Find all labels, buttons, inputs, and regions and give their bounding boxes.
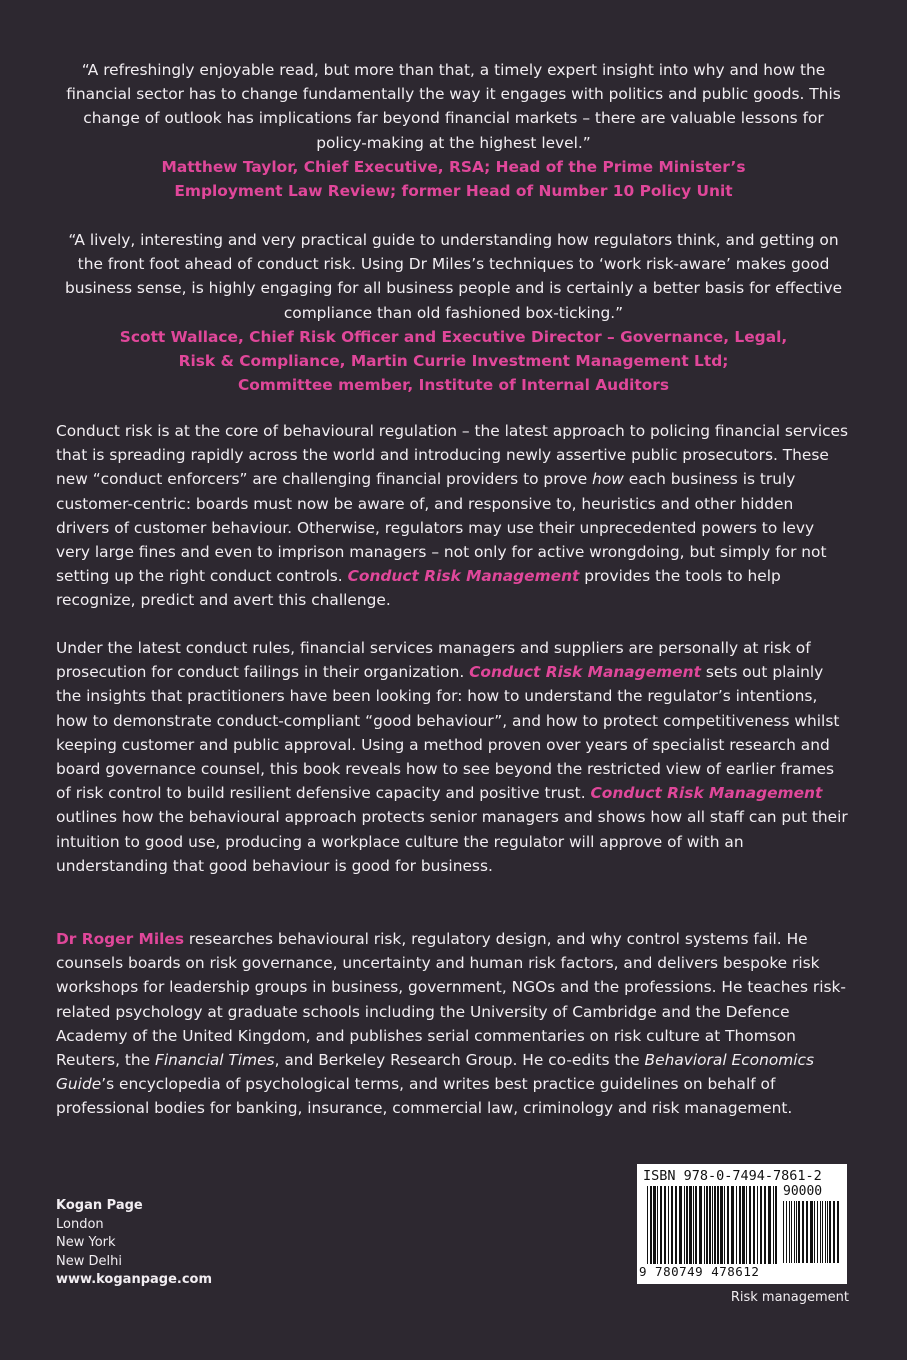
barcode-bar (827, 1201, 828, 1263)
barcode-bar (746, 1186, 747, 1264)
barcode-bar (817, 1201, 818, 1263)
text-run: researches behavioural risk, regulatory design, and why control systems fail. He counsels boards on risk governance, uncertainty and human risk factors, and delivers bespoke risk workshops for leadership groups in business, government, NGOs and the professions. He teaches risk-related psychology at graduate schools including the University of Cambridge and the Defence Academy of the United Kingdom, and publishes serial commentaries on risk culture at Thomson Reuters, the (56, 930, 846, 1070)
barcode-bar (802, 1201, 804, 1263)
barcode-bar (731, 1186, 734, 1264)
barcode-bar (829, 1201, 831, 1263)
barcode-bar (739, 1186, 741, 1264)
emphasis-text: how (592, 470, 624, 489)
barcode-bar (693, 1186, 694, 1264)
barcode-bar (736, 1186, 737, 1264)
barcode-bar (679, 1186, 682, 1264)
barcode-bar (704, 1186, 705, 1264)
text-run: each business is truly customer-centric: boards must now be aware of, and responsive to, heuristics and other hidden drivers of customer behaviour. Otherwise, regulators may use their unprecedented powers to levy very large fines and even to imprison managers – not only for active wrongdoing, but simply for not setting up the right conduct controls. (56, 470, 827, 586)
barcode-bar (775, 1186, 777, 1264)
barcode-bar (791, 1201, 792, 1263)
barcode-bar (689, 1186, 692, 1264)
addon-barcode-bars (783, 1201, 841, 1263)
barcode-bar (783, 1201, 784, 1263)
text-run: Conduct risk is at the core of behavioural regulation – the latest approach to policing financial services that is spreading rapidly across the world and introducing newly assertive public prosecutors. These new “conduct enforcers” are challenging financial providers to prove (56, 422, 849, 489)
barcode-bar (814, 1201, 815, 1263)
barcode-bar (709, 1186, 711, 1264)
attribution-line: Risk & Compliance, Martin Currie Investment Management Ltd; (178, 352, 729, 371)
barcode-bar (717, 1186, 719, 1264)
publication-name: Financial Times (155, 1051, 275, 1070)
text-run: ’s encyclopedia of psychological terms, and writes best practice guidelines on behalf of professional bodies for banking, insurance, commercial law, criminology and risk management. (56, 1075, 793, 1118)
barcode-bar (753, 1186, 755, 1264)
subject-category: Risk management (730, 1290, 849, 1305)
barcode-bar (768, 1186, 771, 1264)
attribution-line: Employment Law Review; former Head of Number 10 Policy Unit (174, 182, 733, 201)
barcode-bar (657, 1186, 658, 1264)
barcode-bar (822, 1201, 823, 1263)
text-run: provides the tools to help recognize, predict and avert this challenge. (56, 567, 781, 610)
barcode-bar (650, 1186, 652, 1264)
barcode-bar (798, 1201, 800, 1263)
isbn-label: ISBN 978-0-7494-7861-2 (643, 1168, 822, 1184)
barcode-bar (684, 1186, 685, 1264)
barcode-bar (664, 1186, 666, 1264)
quote-attribution (56, 325, 851, 398)
description-paragraph-2 (56, 636, 851, 878)
barcode-bar (720, 1186, 723, 1264)
barcode-digits: 9 780749 478612 (639, 1264, 760, 1279)
attribution-line: Scott Wallace, Chief Risk Officer and Executive Director – Governance, Legal, (119, 327, 788, 346)
barcode-bar (695, 1186, 697, 1264)
publisher-city: London (56, 1216, 104, 1232)
publication-name: Behavioral Economics Guide (56, 1051, 815, 1094)
barcode-bar (796, 1201, 797, 1263)
attribution-line: Matthew Taylor, Chief Executive, RSA; Head of the Prime Minister’s (161, 157, 746, 176)
barcode-bar (825, 1201, 826, 1263)
barcode-bar (653, 1186, 656, 1264)
barcode-bar (794, 1201, 795, 1263)
barcode-bar (686, 1186, 688, 1264)
barcode-bar (742, 1186, 745, 1264)
isbn-barcode (637, 1164, 847, 1284)
publisher-block (56, 1197, 212, 1290)
barcode-bar (786, 1201, 787, 1263)
barcode-bar (837, 1201, 839, 1263)
publisher-city: New Delhi (56, 1253, 122, 1269)
author-bio (56, 927, 851, 1121)
barcode-bar (810, 1201, 813, 1263)
addon-code: 90000 (783, 1184, 823, 1199)
endorsement-quote-2 (56, 228, 851, 397)
barcode-bars (647, 1186, 779, 1264)
text-run: , and Berkeley Research Group. He co-edits the (274, 1051, 645, 1070)
publisher-city: New York (56, 1235, 116, 1250)
barcode-bar (668, 1186, 669, 1264)
quote-text: “A lively, interesting and very practical guide to understanding how regulators think, and getting on the front foot ahead of conduct risk. Using Dr Miles’s techniques to ‘work risk-aware’ makes good business sense, is highly engaging for all business people and is certainly a better basis for effective compliance than old fashioned box-ticking.” (64, 231, 843, 322)
barcode-bar (724, 1186, 725, 1264)
barcode-bar (712, 1186, 713, 1264)
barcode-bar (699, 1186, 702, 1264)
book-title: Conduct Risk Management (347, 567, 580, 586)
attribution-line: Committee member, Institute of Internal Auditors (237, 376, 670, 395)
publisher-name: Kogan Page (56, 1198, 143, 1213)
barcode-bar (706, 1186, 708, 1264)
description-paragraph-1 (56, 419, 851, 613)
publisher-website: www.koganpage.com (56, 1272, 213, 1287)
barcode-bar (760, 1186, 762, 1264)
barcode-bar (820, 1201, 821, 1263)
barcode-bar (833, 1201, 835, 1263)
book-title: Conduct Risk Management (469, 663, 701, 682)
author-name: Dr Roger Miles (56, 930, 185, 948)
barcode-bar (764, 1186, 766, 1264)
barcode-bar (714, 1186, 716, 1264)
barcode-bar (757, 1186, 758, 1264)
barcode-bar (749, 1186, 751, 1264)
quote-text: “A refreshingly enjoyable read, but more than that, a timely expert insight into why and how the financial sector has to change fundamentally the way it engages with politics and public goods. This change of outlook has implications far beyond financial markets – there are valuable lessons for policy-making at the highest level.” (66, 61, 841, 152)
barcode-bar (675, 1186, 677, 1264)
barcode-bar (806, 1201, 808, 1263)
endorsement-quote-1 (56, 58, 851, 203)
quote-attribution (56, 155, 851, 203)
barcode-bar (660, 1186, 662, 1264)
barcode-bar (647, 1186, 648, 1264)
book-title: Conduct Risk Management (590, 784, 823, 803)
barcode-bar (671, 1186, 673, 1264)
text-run: Under the latest conduct rules, financial services managers and suppliers are personally at risk of prosecution for conduct failings in their organization. (56, 639, 811, 682)
barcode-bar (727, 1186, 729, 1264)
barcode-bar (773, 1186, 774, 1264)
text-run: sets out plainly the insights that practitioners have been looking for: how to understand the regulator’s intentions, how to demonstrate conduct-compliant “good behaviour”, and how to protect competitiveness whilst keeping customer and public approval. Using a method proven over years of specialist research and board governance counsel, this book reveals how to see beyond the restricted view of earlier frames of risk control to build resilient defensive capacity and positive trust. (56, 663, 840, 803)
barcode-bar (789, 1201, 790, 1263)
text-run: outlines how the behavioural approach protects senior managers and shows how all staff can put their intuition to good use, producing a workplace culture the regulator will approve of with an understanding that good behaviour is good for business. (56, 808, 848, 875)
